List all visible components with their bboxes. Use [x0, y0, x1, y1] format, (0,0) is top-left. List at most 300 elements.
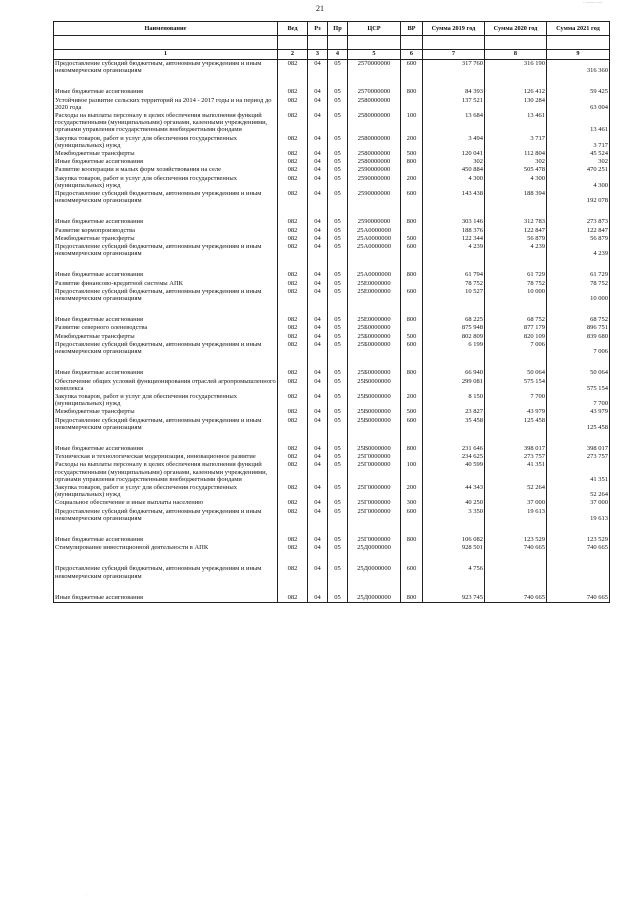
row-csr: 2590000000: [348, 166, 401, 174]
page-number: 21: [316, 4, 324, 13]
header-rz: Рз: [308, 22, 328, 36]
row-sum-2021: 78 752: [547, 280, 610, 288]
row-name: Межбюджетные трансферты: [54, 333, 278, 341]
row-pr: 05: [328, 565, 348, 580]
row-sum-2021: 740 665: [547, 544, 610, 552]
row-name: Закупка товаров, работ и услуг для обеспечения государственных (муниципальных) нужд: [54, 135, 278, 150]
spacer-row: [54, 432, 610, 445]
row-pr: 05: [328, 594, 348, 603]
spacer-row: [54, 552, 610, 565]
row-name: Иные бюджетные ассигнования: [54, 369, 278, 377]
row-sum-2021: 273 873: [547, 218, 610, 226]
row-ved: 082: [278, 190, 308, 205]
row-pr: 05: [328, 499, 348, 507]
row-sum-2020: 13 461: [485, 112, 547, 135]
row-pr: 05: [328, 190, 348, 205]
row-sum-2019: 84 393: [423, 88, 485, 96]
row-ved: 082: [278, 499, 308, 507]
row-ved: 082: [278, 316, 308, 324]
header-sum-2021: Сумма 2021 год: [547, 22, 610, 36]
row-vr: 500: [401, 150, 423, 158]
row-vr: 800: [401, 271, 423, 279]
row-pr: 05: [328, 227, 348, 235]
row-rz: 04: [308, 112, 328, 135]
header-sum-2019: Сумма 2019 год: [423, 22, 485, 36]
row-sum-2019: 450 884: [423, 166, 485, 174]
row-sum-2021: 41 351: [547, 461, 610, 484]
row-ved: 082: [278, 324, 308, 332]
row-vr: 500: [401, 235, 423, 243]
header-vr: ВР: [401, 22, 423, 36]
row-rz: 04: [308, 453, 328, 461]
row-name: Иные бюджетные ассигнования: [54, 536, 278, 544]
row-csr: 25В0000000: [348, 417, 401, 432]
row-vr: 800: [401, 445, 423, 453]
column-index: 9: [547, 50, 610, 60]
row-csr: 25А0000000: [348, 227, 401, 235]
row-sum-2019: 802 809: [423, 333, 485, 341]
row-csr: 25Б0000000: [348, 333, 401, 341]
row-sum-2020: 10 000: [485, 288, 547, 303]
row-rz: 04: [308, 408, 328, 416]
row-sum-2020: 50 064: [485, 369, 547, 377]
column-index: 1: [54, 50, 278, 60]
table-row: [54, 288, 610, 303]
column-index: 2: [278, 50, 308, 60]
row-pr: 05: [328, 453, 348, 461]
row-sum-2019: 122 344: [423, 235, 485, 243]
row-sum-2019: 188 376: [423, 227, 485, 235]
row-sum-2020: 575 154: [485, 378, 547, 393]
row-ved: 082: [278, 135, 308, 150]
row-rz: 04: [308, 227, 328, 235]
row-vr: 200: [401, 484, 423, 499]
row-ved: 082: [278, 508, 308, 523]
row-sum-2021: 19 613: [547, 508, 610, 523]
row-sum-2021: 56 879: [547, 235, 610, 243]
row-pr: 05: [328, 316, 348, 324]
row-vr: [401, 227, 423, 235]
table-row: [54, 316, 610, 324]
row-rz: 04: [308, 393, 328, 408]
row-ved: 082: [278, 158, 308, 166]
row-sum-2020: 52 264: [485, 484, 547, 499]
row-ved: 082: [278, 341, 308, 356]
row-sum-2020: 41 351: [485, 461, 547, 484]
row-sum-2019: 61 794: [423, 271, 485, 279]
row-name: Иные бюджетные ассигнования: [54, 594, 278, 603]
row-pr: 05: [328, 508, 348, 523]
row-sum-2021: 896 751: [547, 324, 610, 332]
table-row: [54, 508, 610, 523]
row-vr: [401, 97, 423, 112]
row-pr: 05: [328, 324, 348, 332]
row-sum-2021: 125 458: [547, 417, 610, 432]
table-row: [54, 158, 610, 166]
spacer-row: [54, 205, 610, 218]
header-ved: Вед: [278, 22, 308, 36]
column-index: 8: [485, 50, 547, 60]
row-ved: 082: [278, 565, 308, 580]
table-row: [54, 484, 610, 499]
row-sum-2019: 923 745: [423, 594, 485, 603]
row-vr: 600: [401, 60, 423, 76]
row-vr: 600: [401, 288, 423, 303]
row-ved: 082: [278, 445, 308, 453]
row-name: Развитие кооперации и малых форм хозяйствования на селе: [54, 166, 278, 174]
table-row: [54, 341, 610, 356]
row-sum-2020: 68 752: [485, 316, 547, 324]
row-rz: 04: [308, 536, 328, 544]
table-row: [54, 378, 610, 393]
row-vr: 100: [401, 112, 423, 135]
row-name: Иные бюджетные ассигнования: [54, 316, 278, 324]
row-pr: 05: [328, 544, 348, 552]
table-body: [54, 36, 610, 603]
row-sum-2019: 4 300: [423, 175, 485, 190]
row-csr: 25В0000000: [348, 408, 401, 416]
row-sum-2019: 44 343: [423, 484, 485, 499]
row-csr: 2580000000: [348, 158, 401, 166]
row-csr: 25В0000000: [348, 445, 401, 453]
row-sum-2021: 3 717: [547, 135, 610, 150]
row-csr: 25Б0000000: [348, 341, 401, 356]
row-ved: 082: [278, 288, 308, 303]
row-sum-2019: 3 350: [423, 508, 485, 523]
row-name: Развитие кормопроизводства: [54, 227, 278, 235]
row-sum-2021: 50 064: [547, 369, 610, 377]
row-sum-2021: 7 700: [547, 393, 610, 408]
row-rz: 04: [308, 150, 328, 158]
row-rz: 04: [308, 88, 328, 96]
table-row: [54, 594, 610, 603]
row-sum-2021: 123 529: [547, 536, 610, 544]
row-ved: 082: [278, 60, 308, 76]
row-vr: 600: [401, 341, 423, 356]
row-ved: 082: [278, 280, 308, 288]
row-sum-2019: 137 521: [423, 97, 485, 112]
row-sum-2021: 7 006: [547, 341, 610, 356]
row-name: Предоставление субсидий бюджетным, автономным учреждениям и иным некоммерческим организациям: [54, 243, 278, 258]
row-sum-2020: 56 879: [485, 235, 547, 243]
row-sum-2019: 4 239: [423, 243, 485, 258]
table-row: [54, 218, 610, 226]
row-csr: 2580000000: [348, 97, 401, 112]
table-row: [54, 369, 610, 377]
row-ved: 082: [278, 461, 308, 484]
row-pr: 05: [328, 341, 348, 356]
table-row: [54, 544, 610, 552]
row-pr: 05: [328, 393, 348, 408]
row-name: Закупка товаров, работ и услуг для обеспечения государственных (муниципальных) нужд: [54, 484, 278, 499]
table-row: [54, 324, 610, 332]
row-sum-2020: 398 017: [485, 445, 547, 453]
table-header: [54, 22, 610, 36]
row-vr: 600: [401, 508, 423, 523]
spacer-row: [54, 581, 610, 594]
row-ved: 082: [278, 175, 308, 190]
row-ved: 082: [278, 271, 308, 279]
row-sum-2021: 273 757: [547, 453, 610, 461]
row-vr: 100: [401, 461, 423, 484]
row-sum-2020: 112 804: [485, 150, 547, 158]
row-sum-2021: 122 847: [547, 227, 610, 235]
row-pr: 05: [328, 135, 348, 150]
row-sum-2020: 126 412: [485, 88, 547, 96]
row-csr: 2590000000: [348, 218, 401, 226]
row-name: Техническая и технологическая модернизация, инновационное развитие: [54, 453, 278, 461]
row-name: Иные бюджетные ассигнования: [54, 88, 278, 96]
row-sum-2021: 52 264: [547, 484, 610, 499]
table-row: [54, 536, 610, 544]
header-csr: ЦСР: [348, 22, 401, 36]
row-pr: 05: [328, 417, 348, 432]
row-rz: 04: [308, 594, 328, 603]
row-pr: 05: [328, 166, 348, 174]
row-name: Межбюджетные трансферты: [54, 408, 278, 416]
row-sum-2020: 4 300: [485, 175, 547, 190]
spacer-row: [54, 356, 610, 369]
scan-mark: ·: [86, 893, 88, 898]
row-sum-2019: 317 760: [423, 60, 485, 76]
row-sum-2021: 4 239: [547, 243, 610, 258]
row-name: Межбюджетные трансферты: [54, 150, 278, 158]
row-rz: 04: [308, 445, 328, 453]
row-sum-2019: 231 646: [423, 445, 485, 453]
row-ved: 082: [278, 333, 308, 341]
row-sum-2019: 40 250: [423, 499, 485, 507]
row-pr: 05: [328, 271, 348, 279]
row-sum-2021: 68 752: [547, 316, 610, 324]
row-pr: 05: [328, 158, 348, 166]
row-sum-2019: 302: [423, 158, 485, 166]
row-sum-2019: 143 438: [423, 190, 485, 205]
row-ved: 082: [278, 484, 308, 499]
row-sum-2019: 3 494: [423, 135, 485, 150]
header-name: Наименование: [54, 22, 278, 36]
row-rz: 04: [308, 369, 328, 377]
row-ved: 082: [278, 150, 308, 158]
row-vr: 200: [401, 393, 423, 408]
table-row: [54, 333, 610, 341]
row-name: Предоставление субсидий бюджетным, автономным учреждениям и иным некоммерческим организациям: [54, 288, 278, 303]
row-rz: 04: [308, 175, 328, 190]
row-sum-2019: 303 146: [423, 218, 485, 226]
row-sum-2019: 23 827: [423, 408, 485, 416]
row-csr: 2590000000: [348, 175, 401, 190]
row-ved: 082: [278, 166, 308, 174]
spacer-row: [54, 258, 610, 271]
row-rz: 04: [308, 461, 328, 484]
row-ved: 082: [278, 408, 308, 416]
row-name: Иные бюджетные ассигнования: [54, 445, 278, 453]
row-vr: 600: [401, 417, 423, 432]
row-sum-2019: 4 756: [423, 565, 485, 580]
row-sum-2020: 122 847: [485, 227, 547, 235]
row-sum-2020: 7 700: [485, 393, 547, 408]
row-sum-2020: 4 239: [485, 243, 547, 258]
row-sum-2019: 40 599: [423, 461, 485, 484]
row-sum-2021: 839 680: [547, 333, 610, 341]
row-pr: 05: [328, 484, 348, 499]
row-vr: 800: [401, 158, 423, 166]
row-sum-2020: 19 613: [485, 508, 547, 523]
row-csr: 25Д0000000: [348, 544, 401, 552]
row-csr: 25Б0000000: [348, 324, 401, 332]
scan-mark: · —— —: [582, 1, 602, 6]
table-row: [54, 445, 610, 453]
row-csr: 25Б0000000: [348, 369, 401, 377]
row-vr: [401, 453, 423, 461]
row-sum-2021: 740 665: [547, 594, 610, 603]
row-ved: 082: [278, 453, 308, 461]
row-rz: 04: [308, 499, 328, 507]
table-row: [54, 135, 610, 150]
row-ved: 082: [278, 88, 308, 96]
row-sum-2021: 192 078: [547, 190, 610, 205]
row-name: Расходы на выплаты персоналу в целях обеспечения выполнения функций государственными (муниципальными) органами, казенными учреждениями, органами управления государственными внебюджетными фондами: [54, 461, 278, 484]
row-sum-2020: 43 979: [485, 408, 547, 416]
table-row: [54, 97, 610, 112]
table-row: [54, 60, 610, 76]
row-rz: 04: [308, 378, 328, 393]
row-pr: 05: [328, 378, 348, 393]
row-sum-2021: 61 729: [547, 271, 610, 279]
row-sum-2020: 312 783: [485, 218, 547, 226]
row-csr: 25А0000000: [348, 235, 401, 243]
row-pr: 05: [328, 175, 348, 190]
table-row: [54, 417, 610, 432]
row-name: Закупка товаров, работ и услуг для обеспечения государственных (муниципальных) нужд: [54, 393, 278, 408]
row-ved: 082: [278, 227, 308, 235]
row-vr: 600: [401, 190, 423, 205]
row-sum-2020: 78 752: [485, 280, 547, 288]
row-sum-2019: 106 082: [423, 536, 485, 544]
row-rz: 04: [308, 417, 328, 432]
row-sum-2020: [485, 565, 547, 580]
row-pr: 05: [328, 88, 348, 96]
row-sum-2021: 4 300: [547, 175, 610, 190]
table-row: [54, 235, 610, 243]
row-sum-2020: 37 000: [485, 499, 547, 507]
row-pr: 05: [328, 97, 348, 112]
row-sum-2019: 120 041: [423, 150, 485, 158]
row-pr: 05: [328, 445, 348, 453]
table-row: [54, 565, 610, 580]
row-ved: 082: [278, 594, 308, 603]
row-ved: 082: [278, 243, 308, 258]
row-csr: 2580000000: [348, 135, 401, 150]
row-sum-2021: 575 154: [547, 378, 610, 393]
row-rz: 04: [308, 60, 328, 76]
row-ved: 082: [278, 112, 308, 135]
row-sum-2020: 820 109: [485, 333, 547, 341]
row-name: Развитие северного оленеводства: [54, 324, 278, 332]
table-row: [54, 461, 610, 484]
row-pr: 05: [328, 461, 348, 484]
row-sum-2021: 43 979: [547, 408, 610, 416]
row-pr: 05: [328, 408, 348, 416]
row-sum-2019: 68 225: [423, 316, 485, 324]
spacer-row: [54, 75, 610, 88]
row-sum-2020: 505 478: [485, 166, 547, 174]
row-sum-2021: 398 017: [547, 445, 610, 453]
row-rz: 04: [308, 324, 328, 332]
row-sum-2021: 13 461: [547, 112, 610, 135]
row-csr: 2590000000: [348, 190, 401, 205]
row-sum-2020: 302: [485, 158, 547, 166]
row-name: Развитие финансово-кредитной системы АПК: [54, 280, 278, 288]
row-ved: 082: [278, 97, 308, 112]
row-sum-2020: 61 729: [485, 271, 547, 279]
row-rz: 04: [308, 271, 328, 279]
row-name: Иные бюджетные ассигнования: [54, 218, 278, 226]
row-rz: 04: [308, 288, 328, 303]
row-rz: 04: [308, 158, 328, 166]
budget-table: [53, 21, 610, 603]
row-sum-2021: 63 004: [547, 97, 610, 112]
table-row: [54, 166, 610, 174]
table-row: [54, 227, 610, 235]
table-row: [54, 393, 610, 408]
row-name: Предоставление субсидий бюджетным, автономным учреждениям и иным некоммерческим организациям: [54, 565, 278, 580]
row-rz: 04: [308, 243, 328, 258]
header-sum-2020: Сумма 2020 год: [485, 22, 547, 36]
row-rz: 04: [308, 565, 328, 580]
row-sum-2019: 299 081: [423, 378, 485, 393]
row-csr: 2570000000: [348, 88, 401, 96]
row-vr: 800: [401, 88, 423, 96]
row-csr: 25Е0000000: [348, 316, 401, 324]
row-sum-2021: 316 360: [547, 60, 610, 76]
row-sum-2021: 59 425: [547, 88, 610, 96]
row-ved: 082: [278, 417, 308, 432]
table-row: [54, 190, 610, 205]
row-vr: 300: [401, 499, 423, 507]
row-vr: 200: [401, 135, 423, 150]
row-pr: 05: [328, 288, 348, 303]
row-name: Расходы на выплаты персоналу в целях обеспечения выполнения функций государственными (муниципальными) органами, казенными учреждениями, органами управления государственными внебюджетными фондами: [54, 112, 278, 135]
row-sum-2021: 45 524: [547, 150, 610, 158]
row-pr: 05: [328, 369, 348, 377]
row-ved: 082: [278, 378, 308, 393]
row-rz: 04: [308, 135, 328, 150]
row-name: Иные бюджетные ассигнования: [54, 158, 278, 166]
table-row: [54, 271, 610, 279]
row-sum-2020: 740 665: [485, 594, 547, 603]
row-sum-2020: 740 665: [485, 544, 547, 552]
column-index: 3: [308, 50, 328, 60]
row-pr: 05: [328, 150, 348, 158]
spacer-row: [54, 303, 610, 316]
row-sum-2019: 234 625: [423, 453, 485, 461]
row-rz: 04: [308, 190, 328, 205]
row-csr: 2580000000: [348, 150, 401, 158]
row-vr: 500: [401, 333, 423, 341]
row-sum-2021: 302: [547, 158, 610, 166]
row-vr: 800: [401, 316, 423, 324]
table-row: [54, 243, 610, 258]
row-csr: 25А0000000: [348, 243, 401, 258]
row-sum-2019: 35 458: [423, 417, 485, 432]
row-csr: 25Г0000000: [348, 461, 401, 484]
row-rz: 04: [308, 316, 328, 324]
row-sum-2021: [547, 565, 610, 580]
row-csr: 25Г0000000: [348, 536, 401, 544]
header-pr: Пр: [328, 22, 348, 36]
row-name: Иные бюджетные ассигнования: [54, 271, 278, 279]
row-rz: 04: [308, 508, 328, 523]
